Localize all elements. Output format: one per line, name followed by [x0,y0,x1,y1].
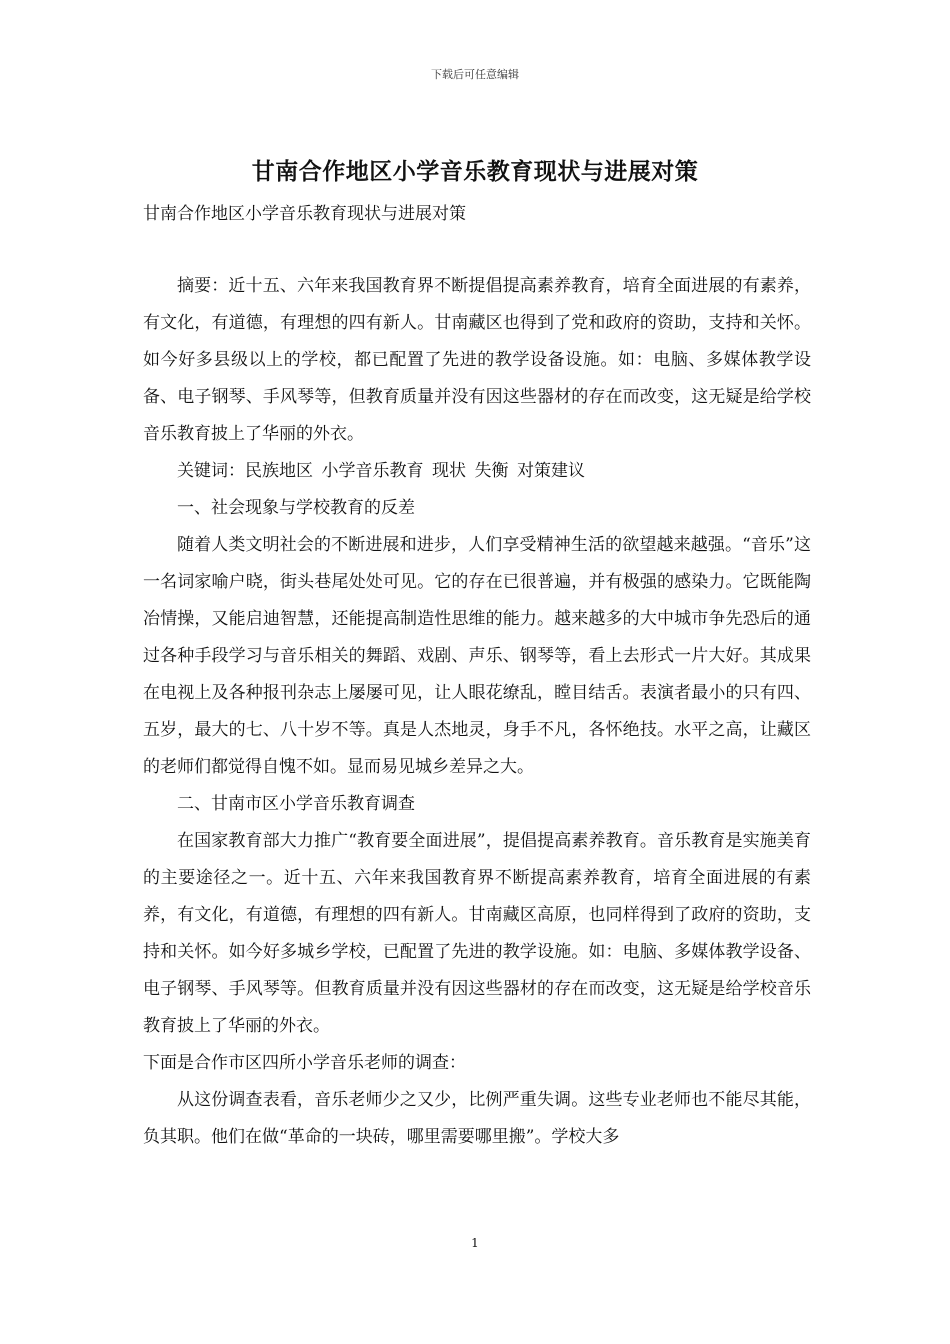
keywords-line [143,453,811,490]
keyword: 对策建议 [517,461,585,481]
document-body [143,268,811,1156]
keyword: 失衡 [474,461,509,481]
document-subtitle: 甘南合作地区小学音乐教育现状与进展对策 [143,204,466,224]
page-number: 1 [471,1236,479,1250]
keyword: 小学音乐教育 [321,461,424,481]
section-heading: 一、社会现象与学校教育的反差 [177,498,415,518]
header-note: 下载后可任意编辑 [431,68,519,81]
section-paragraph: 在国家教育部大力推广“教育要全面进展”，提倡提高素养教育。音乐教育是实施美育的主要途径之一。近十五、六年来我国教育界不断提高素养教育，培育全面进展的有素养，有文化，有道德，有理想的四有新人。甘南藏区高原，也同样得到了政府的资助，支持和关怀。如今好多城乡学校，已配置了先进的教学设施。如：电脑、多媒体教学设备、电子钢琴、手风琴等。但教育质量并没有因这些器材的存在而改变，这无疑是给学校音乐教育披上了华丽的外衣。 [143,831,811,1036]
keyword: 民族地区 [245,461,313,481]
section-paragraph: 下面是合作市区四所小学音乐老师的调查： [143,1053,466,1073]
keywords-label: 关键词： [177,461,245,481]
section-paragraph: 从这份调查表看，音乐老师少之又少，比例严重失调。这些专业老师也不能尽其能，负其职。他们在做“革命的一块砖，哪里需要哪里搬”。学校大多 [143,1090,811,1147]
section-paragraph: 随着人类文明社会的不断进展和进步，人们享受精神生活的欲望越来越强。“音乐”这一名词家喻户晓，街头巷尾处处可见。它的存在已很普遍，并有极强的感染力。它既能陶冶情操，又能启迪智慧，还能提高制造性思维的能力。越来越多的大中城市争先恐后的通过各种手段学习与音乐相关的舞蹈、戏剧、声乐、钢琴等，看上去形式一片大好。其成果在电视上及各种报刊杂志上屡屡可见，让人眼花缭乱，瞠目结舌。表演者最小的只有四、五岁，最大的七、八十岁不等。真是人杰地灵，身手不凡，各怀绝技。水平之高，让藏区的老师们都觉得自愧不如。显而易见城乡差异之大。 [143,535,811,777]
section-heading: 二、甘南市区小学音乐教育调查 [177,794,415,814]
keyword: 现状 [432,461,466,481]
document-title: 甘南合作地区小学音乐教育现状与进展对策 [251,158,699,185]
abstract-paragraph: 摘要：近十五、六年来我国教育界不断提倡提高素养教育，培育全面进展的有素养，有文化，有道德，有理想的四有新人。甘南藏区也得到了党和政府的资助，支持和关怀。如今好多县级以上的学校，都已配置了先进的教学设备设施。如：电脑、多媒体教学设备、电子钢琴、手风琴等，但教育质量并没有因这些器材的存在而改变，这无疑是给学校音乐教育披上了华丽的外衣。 [143,276,811,444]
